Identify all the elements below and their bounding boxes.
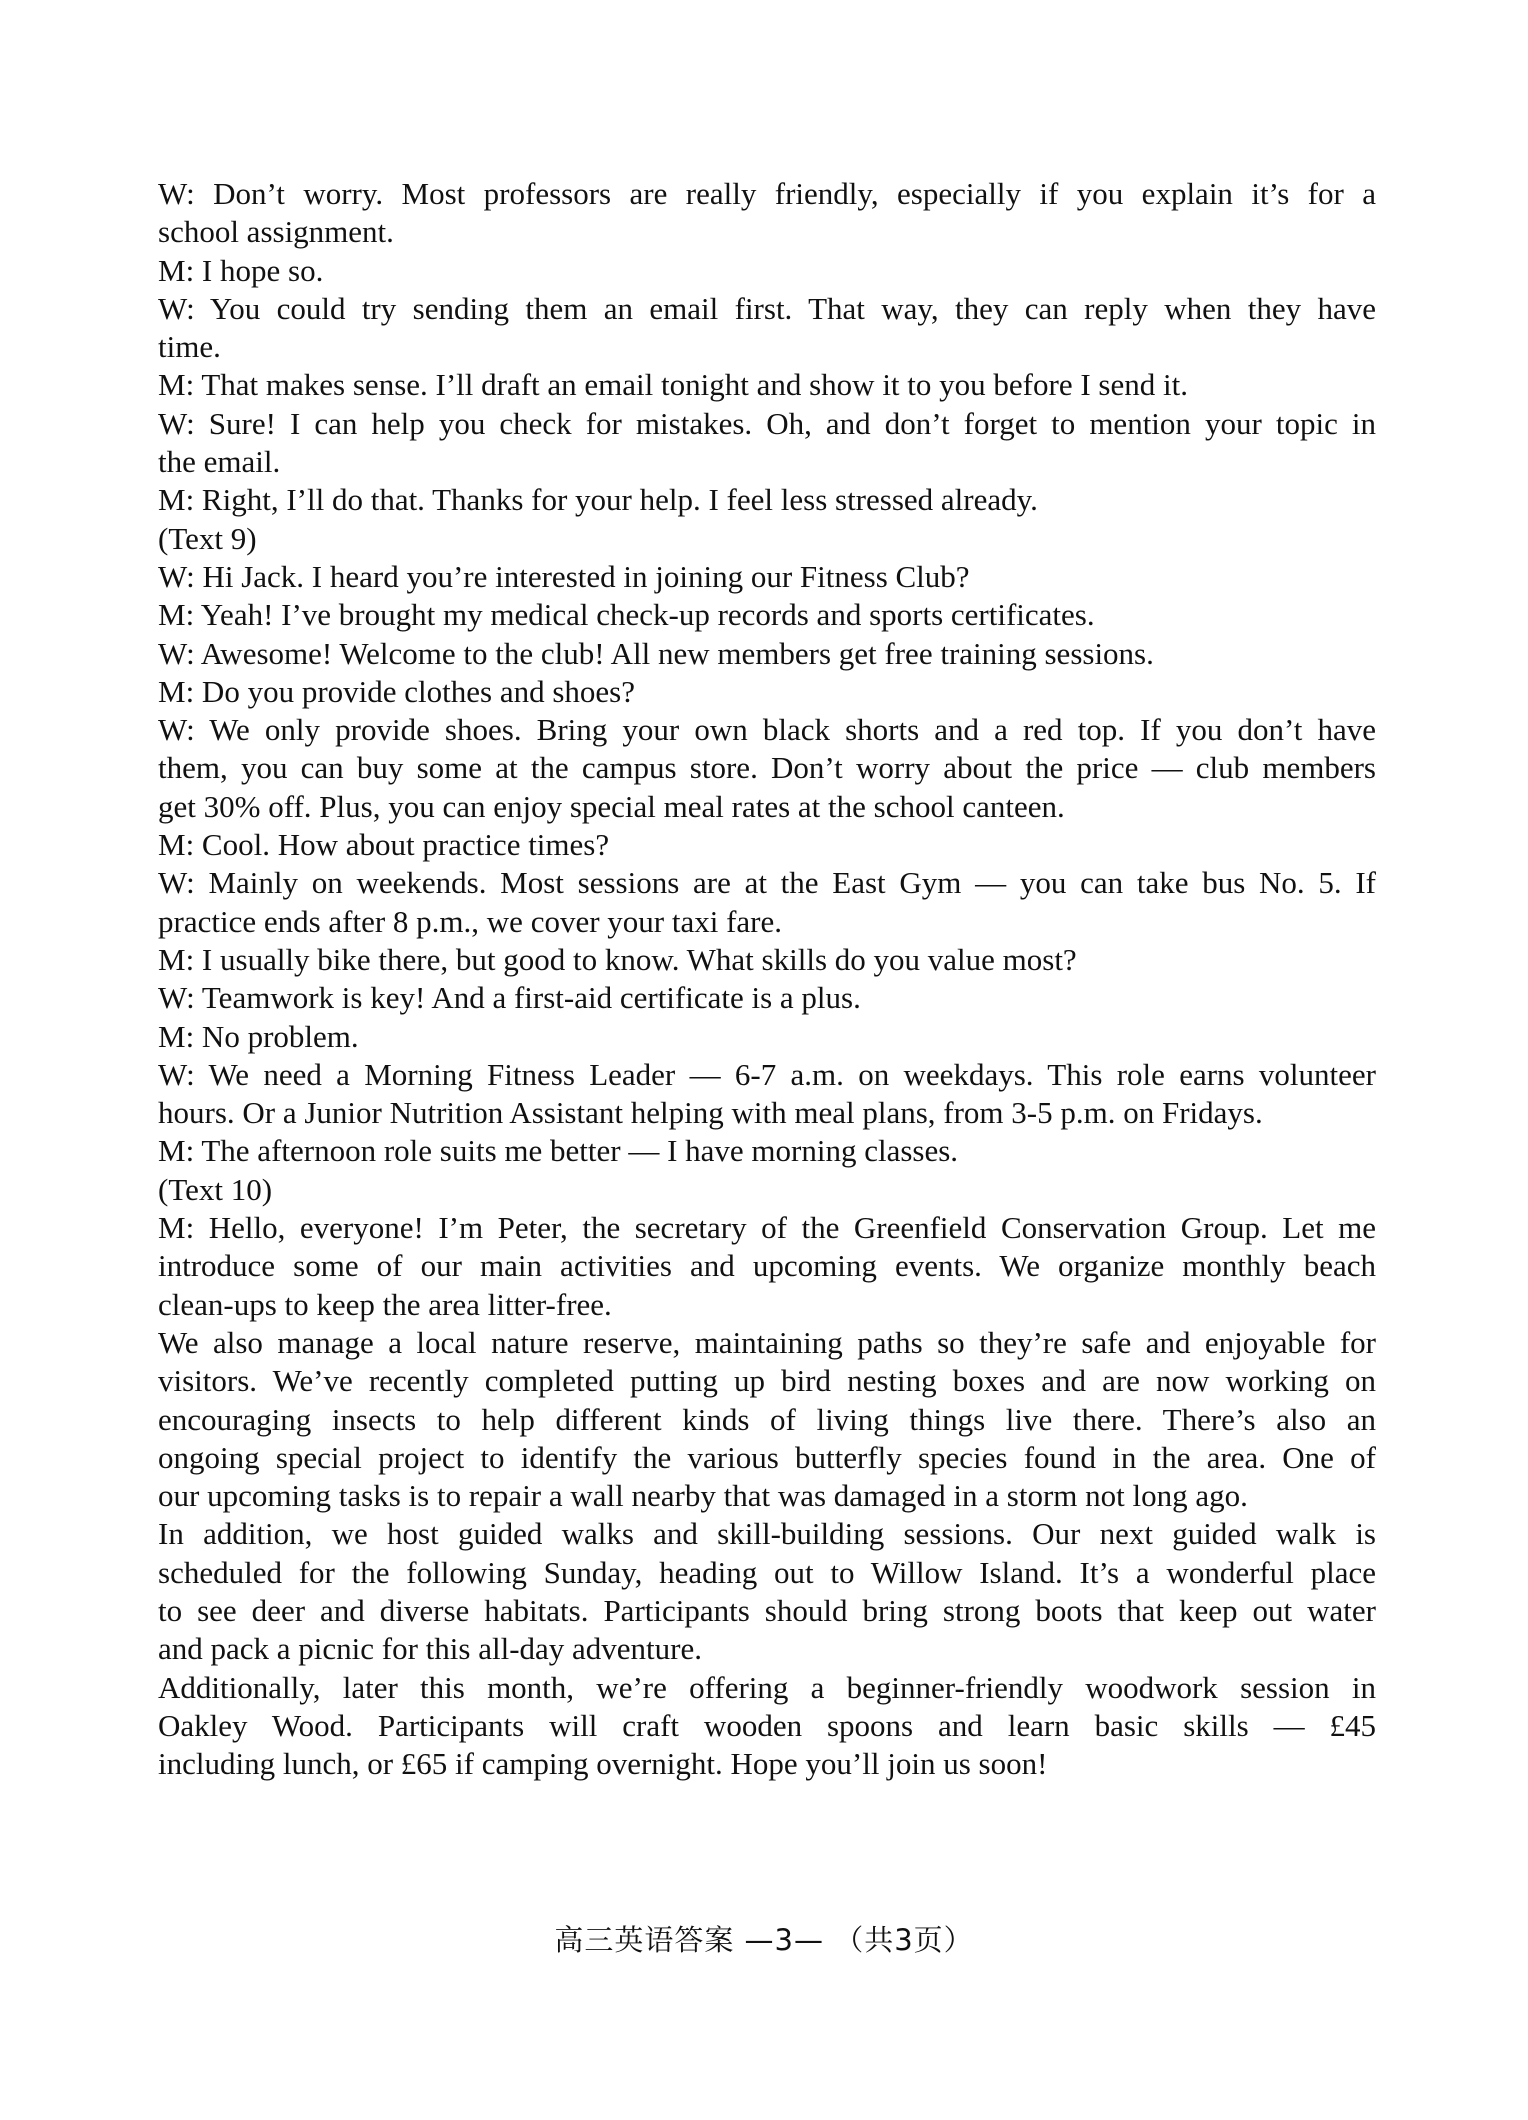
transcript-paragraph (158, 1132, 1376, 1170)
text-line: ongoing special project to identify the various butterfly species found in the area. One of (158, 1439, 1376, 1475)
transcript-paragraph (158, 1209, 1376, 1324)
transcript-paragraph (158, 864, 1376, 941)
transcript-paragraph (158, 711, 1376, 826)
text-line: W: Mainly on weekends. Most sessions are at the East Gym — you can take bus No. 5. If (158, 865, 1376, 901)
transcript-paragraph (158, 635, 1376, 673)
transcript-paragraph (158, 941, 1376, 979)
text-line: practice ends after 8 p.m., we cover your taxi fare. (158, 903, 783, 939)
transcript-paragraph (158, 1515, 1376, 1668)
text-line: M: Hello, everyone! I’m Peter, the secretary of the Greenfield Conservation Group. Let me (158, 1210, 1376, 1246)
transcript-paragraph (158, 826, 1376, 864)
text-line: get 30% off. Plus, you can enjoy special meal rates at the school canteen. (158, 788, 1065, 824)
text-line: M: Cool. How about practice times? (158, 827, 610, 863)
transcript-body (158, 175, 1376, 1783)
text-line: Oakley Wood. Participants will craft wooden spoons and learn basic skills — £45 (158, 1707, 1376, 1743)
text-line: W: Hi Jack. I heard you’re interested in joining our Fitness Club? (158, 558, 970, 594)
text-line: W: We only provide shoes. Bring your own black shorts and a red top. If you don’t have (158, 712, 1376, 748)
transcript-paragraph (158, 673, 1376, 711)
transcript-paragraph (158, 1324, 1376, 1515)
text-line: school assignment. (158, 214, 394, 250)
transcript-paragraph (158, 175, 1376, 252)
text-line: W: You could try sending them an email first. That way, they can reply when they have (158, 290, 1376, 326)
text-line: In addition, we host guided walks and skill-building sessions. Our next guided walk is (158, 1516, 1376, 1552)
text-line: the email. (158, 444, 281, 480)
text-line: (Text 9) (158, 520, 257, 556)
text-line: time. (158, 329, 221, 365)
text-line: to see deer and diverse habitats. Participants should bring strong boots that keep out water (158, 1592, 1376, 1628)
transcript-paragraph (158, 596, 1376, 634)
transcript-paragraph (158, 1018, 1376, 1056)
transcript-paragraph (158, 290, 1376, 367)
text-line: clean-ups to keep the area litter-free. (158, 1286, 612, 1322)
transcript-paragraph (158, 558, 1376, 596)
text-line: scheduled for the following Sunday, heading out to Willow Island. It’s a wonderful place (158, 1554, 1376, 1590)
text-line: hours. Or a Junior Nutrition Assistant helping with meal plans, from 3-5 p.m. on Fridays. (158, 1095, 1263, 1131)
transcript-paragraph (158, 481, 1376, 519)
transcript-paragraph (158, 366, 1376, 404)
transcript-paragraph (158, 1171, 1376, 1209)
text-line: W: We need a Morning Fitness Leader — 6-7 a.m. on weekdays. This role earns volunteer (158, 1056, 1376, 1092)
transcript-paragraph (158, 405, 1376, 482)
text-line: M: Do you provide clothes and shoes? (158, 673, 635, 709)
transcript-paragraph (158, 252, 1376, 290)
text-line: M: The afternoon role suits me better — I have morning classes. (158, 1133, 959, 1169)
text-line: We also manage a local nature reserve, maintaining paths so they’re safe and enjoyable for (158, 1324, 1376, 1360)
text-line: (Text 10) (158, 1171, 273, 1207)
transcript-paragraph (158, 1056, 1376, 1133)
text-line: encouraging insects to help different kinds of living things live there. There’s also an (158, 1401, 1376, 1437)
text-line: them, you can buy some at the campus store. Don’t worry about the price — club members (158, 750, 1376, 786)
text-line: M: Yeah! I’ve brought my medical check-up records and sports certificates. (158, 597, 1095, 633)
transcript-paragraph (158, 520, 1376, 558)
text-line: M: I usually bike there, but good to know. What skills do you value most? (158, 941, 1077, 977)
text-line: W: Teamwork is key! And a first-aid certificate is a plus. (158, 980, 861, 1016)
text-line: visitors. We’ve recently completed putting up bird nesting boxes and are now working on (158, 1363, 1376, 1399)
text-line: W: Don’t worry. Most professors are really friendly, especially if you explain it’s for a (158, 176, 1376, 211)
transcript-paragraph (158, 1669, 1376, 1784)
text-line: Additionally, later this month, we’re offering a beginner-friendly woodwork session in (158, 1669, 1376, 1705)
text-line: M: Right, I’ll do that. Thanks for your help. I feel less stressed already. (158, 482, 1038, 518)
text-line: introduce some of our main activities and upcoming events. We organize monthly beach (158, 1248, 1376, 1284)
text-line: W: Sure! I can help you check for mistakes. Oh, and don’t forget to mention your topic in (158, 405, 1376, 441)
page-footer: 高三英语答案 —3— （共3页） (554, 1923, 974, 1957)
text-line: including lunch, or £65 if camping overnight. Hope you’ll join us soon! (158, 1746, 1048, 1782)
text-line: M: No problem. (158, 1018, 359, 1054)
text-line: W: Awesome! Welcome to the club! All new members get free training sessions. (158, 635, 1154, 671)
text-line: M: I hope so. (158, 252, 324, 288)
text-line: and pack a picnic for this all-day adventure. (158, 1631, 702, 1667)
text-line: our upcoming tasks is to repair a wall nearby that was damaged in a storm not long ago. (158, 1478, 1248, 1514)
transcript-paragraph (158, 979, 1376, 1017)
text-line: M: That makes sense. I’ll draft an email tonight and show it to you before I send it. (158, 367, 1188, 403)
